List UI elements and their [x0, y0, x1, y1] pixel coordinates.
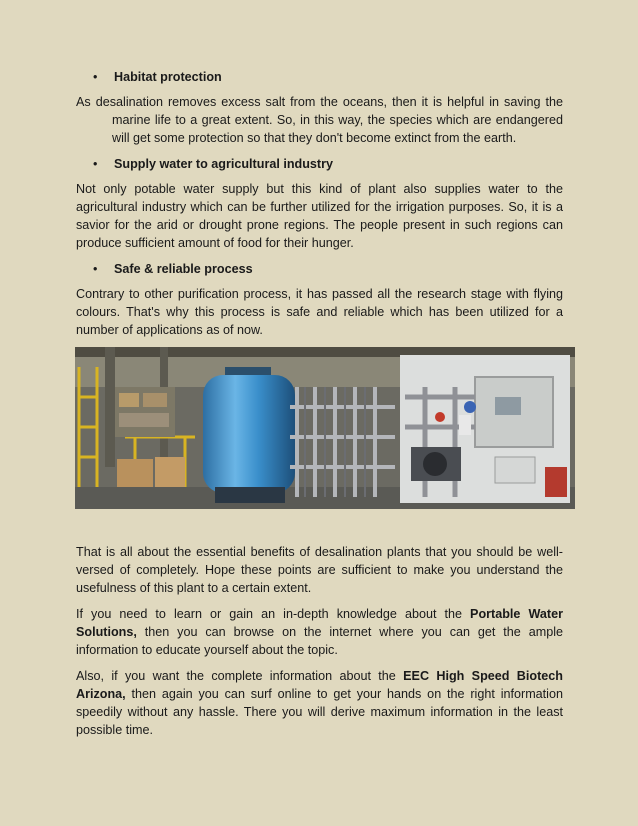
eec-high-speed-biotech-bold: EEC High Speed Biotech Arizona,: [76, 669, 563, 701]
bullet-dot: •: [93, 262, 98, 276]
paragraph-portable-water: [76, 605, 563, 659]
bullet-dot: •: [93, 70, 98, 84]
document-page: [76, 68, 563, 747]
paragraph-safe-reliable: Contrary to other purification process, it has passed all the research stage with flying colours. That's why this process is safe and reliable which has been utilized for a number of applications as of now.: [76, 287, 563, 337]
bullet-agricultural-supply: [76, 155, 563, 173]
paragraph-agricultural: Not only potable water supply but this kind of plant also supplies water to the agricultural industry which can be further utilized for the irrigation purposes. So, it is a savior for the arid or drought prone regions. The people present in such regions can produce sufficient amount of food for their hunger.: [76, 182, 563, 250]
paragraph-eec-biotech: [76, 667, 563, 739]
text-segment: then you can browse on the internet where you can get the ample information to educate yourself about the topic.: [76, 625, 563, 657]
bullet-label: Habitat protection: [114, 70, 222, 84]
text-segment: then again you can surf online to get your hands on the right information speedily without any hassle. There you will derive maximum information in the least possible time.: [76, 687, 563, 737]
bullet-dot: •: [93, 157, 98, 171]
bullet-habitat-protection: [76, 68, 563, 86]
portable-water-solutions-bold: Portable Water Solutions,: [76, 607, 563, 639]
bullet-label: Supply water to agricultural industry: [114, 157, 334, 171]
bullet-label: Safe & reliable process: [114, 262, 253, 276]
paragraph-habitat: As desalination removes excess salt from the oceans, then it is helpful in saving the marine life to a great extent. So, in this way, the species which are endangered will get some protection so that they don't become extinct from the earth.: [76, 95, 563, 145]
bullet-safe-reliable: [76, 260, 563, 278]
text-segment: Also, if you want the complete information about the: [76, 669, 404, 683]
desalination-plant-photo: [75, 347, 575, 509]
paragraph-summary: That is all about the essential benefits of desalination plants that you should be well-versed of completely. Hope these points are sufficient to make you understand the usefulness of this plant to a certain extent.: [76, 545, 563, 595]
text-segment: If you need to learn or gain an in-depth knowledge about the: [76, 607, 471, 621]
